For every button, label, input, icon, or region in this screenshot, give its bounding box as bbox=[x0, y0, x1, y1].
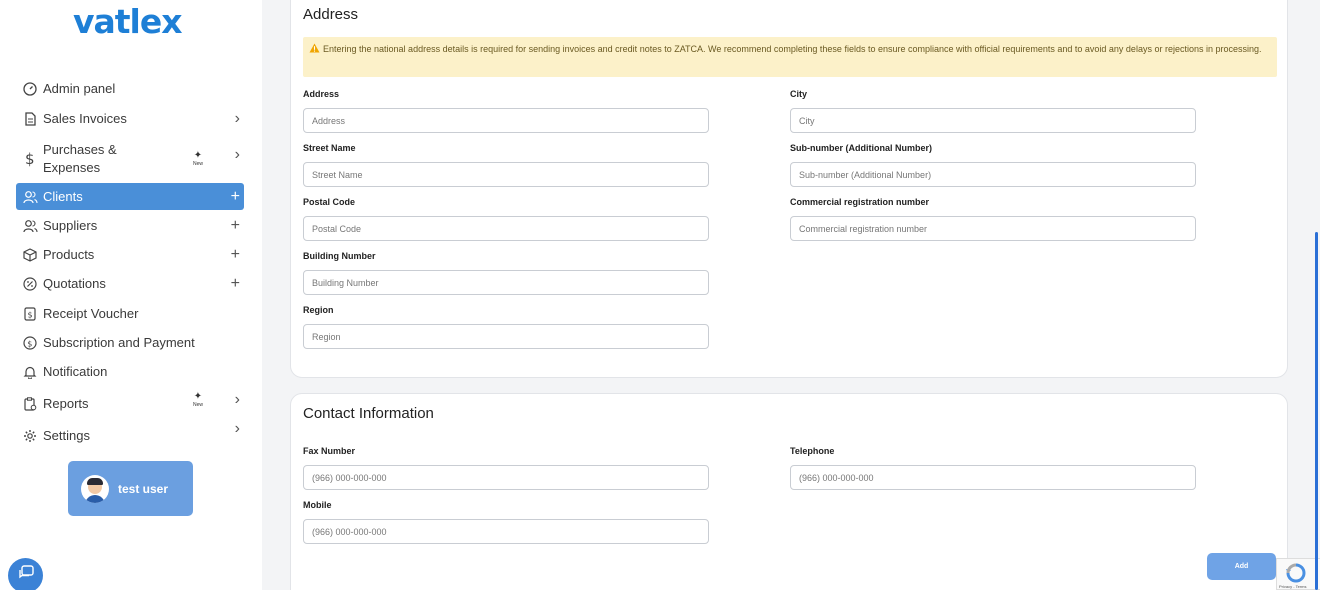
svg-text:$: $ bbox=[27, 339, 33, 348]
avatar bbox=[81, 475, 109, 503]
city-input[interactable] bbox=[790, 108, 1196, 133]
sidebar-item-purchases-expenses[interactable] bbox=[16, 141, 244, 177]
bell-icon bbox=[22, 364, 38, 380]
mobile-label: Mobile bbox=[303, 500, 332, 510]
sub-number-input[interactable] bbox=[790, 162, 1196, 187]
box-icon bbox=[22, 247, 38, 263]
commercial-registration-input[interactable] bbox=[790, 216, 1196, 241]
sidebar-item-notification[interactable] bbox=[16, 358, 244, 385]
sidebar-item-label-line2: Expenses bbox=[43, 160, 101, 175]
sidebar-item-label: Products bbox=[43, 246, 95, 262]
street-name-label: Street Name bbox=[303, 143, 356, 153]
sidebar-item-label: Receipt Voucher bbox=[43, 305, 139, 321]
brand-logo[interactable]: vatlex bbox=[73, 2, 182, 41]
chat-icon bbox=[17, 564, 35, 587]
sidebar-item-label: Subscription and Payment bbox=[43, 334, 195, 350]
sidebar-item-quotations[interactable] bbox=[16, 270, 244, 297]
region-label: Region bbox=[303, 305, 334, 315]
invoice-icon bbox=[22, 111, 38, 127]
sparkle-icon: ✦ bbox=[193, 150, 203, 161]
chevron-right-icon[interactable]: › bbox=[234, 420, 240, 437]
sidebar bbox=[0, 0, 262, 590]
new-badge: ✦ New bbox=[190, 391, 206, 408]
fax-number-label: Fax Number bbox=[303, 446, 356, 456]
sidebar-item-reports[interactable] bbox=[16, 390, 244, 417]
sidebar-item-suppliers[interactable] bbox=[16, 212, 244, 239]
warning-icon bbox=[309, 43, 320, 53]
sidebar-item-label: Quotations bbox=[43, 275, 106, 291]
sidebar-item-clients[interactable] bbox=[16, 183, 244, 210]
sidebar-item-settings[interactable] bbox=[16, 422, 244, 449]
sidebar-item-label: Clients bbox=[43, 188, 83, 204]
building-number-input[interactable] bbox=[303, 270, 709, 295]
contact-card bbox=[290, 393, 1288, 590]
sidebar-item-subscription-payment[interactable] bbox=[16, 329, 244, 356]
receipt-icon bbox=[22, 306, 38, 322]
users-icon bbox=[22, 218, 38, 234]
users-icon bbox=[22, 189, 38, 205]
chat-support-button[interactable] bbox=[8, 558, 43, 590]
mobile-input[interactable] bbox=[303, 519, 709, 544]
chevron-right-icon[interactable]: › bbox=[234, 109, 240, 127]
add-button[interactable]: Add bbox=[1207, 553, 1276, 580]
region-input[interactable] bbox=[303, 324, 709, 349]
address-card bbox=[290, 0, 1288, 378]
gear-icon bbox=[22, 428, 38, 444]
svg-text:$: $ bbox=[25, 151, 35, 167]
sidebar-item-label: Purchases & bbox=[43, 142, 117, 157]
fax-number-input[interactable] bbox=[303, 465, 709, 490]
new-badge: ✦ New bbox=[190, 150, 206, 167]
address-label: Address bbox=[303, 89, 340, 99]
page-scrollbar[interactable] bbox=[1315, 232, 1318, 590]
dashboard-icon bbox=[22, 81, 38, 97]
telephone-label: Telephone bbox=[790, 446, 835, 456]
plus-icon[interactable]: + bbox=[230, 274, 240, 292]
street-name-input[interactable] bbox=[303, 162, 709, 187]
zatca-warning-alert bbox=[303, 37, 1277, 77]
telephone-input[interactable] bbox=[790, 465, 1196, 490]
plus-icon[interactable]: + bbox=[230, 245, 240, 263]
sidebar-item-sales-invoices[interactable] bbox=[16, 105, 244, 132]
sidebar-item-label: Settings bbox=[43, 427, 90, 443]
postal-code-input[interactable] bbox=[303, 216, 709, 241]
coin-icon bbox=[22, 335, 38, 351]
user-profile-card[interactable] bbox=[68, 461, 193, 516]
chevron-right-icon[interactable]: › bbox=[234, 391, 240, 408]
address-input[interactable] bbox=[303, 108, 709, 133]
alert-text: Entering the national address details is required for sending invoices and credit notes to ZATCA. We recommend completing these fields to ensure compliance with official requirements and to avoid any delays or rejections in processing. bbox=[323, 44, 1262, 54]
dollar-icon bbox=[22, 151, 38, 167]
plus-icon[interactable]: + bbox=[230, 187, 240, 205]
address-section-title: Address bbox=[303, 6, 359, 23]
svg-text:$: $ bbox=[27, 310, 33, 319]
sidebar-item-label: Suppliers bbox=[43, 217, 98, 233]
plus-icon[interactable]: + bbox=[230, 216, 240, 234]
city-label: City bbox=[790, 89, 808, 99]
chevron-right-icon[interactable]: › bbox=[234, 146, 240, 163]
user-name: test user bbox=[118, 481, 169, 496]
sub-number-label: Sub-number (Additional Number) bbox=[790, 143, 932, 153]
sidebar-item-label: Sales Invoices bbox=[43, 110, 127, 126]
sidebar-item-admin-panel[interactable] bbox=[16, 75, 244, 102]
building-number-label: Building Number bbox=[303, 251, 376, 261]
sidebar-item-label: Admin panel bbox=[43, 80, 116, 96]
postal-code-label: Postal Code bbox=[303, 197, 356, 207]
sidebar-item-label: Reports bbox=[43, 395, 89, 411]
sidebar-item-label: Notification bbox=[43, 363, 108, 379]
recaptcha-terms-text[interactable]: Privacy - Terms bbox=[1279, 584, 1307, 589]
contact-section-title: Contact Information bbox=[303, 405, 434, 422]
sidebar-item-receipt-voucher[interactable] bbox=[16, 300, 244, 327]
report-icon bbox=[22, 396, 38, 412]
sidebar-item-products[interactable] bbox=[16, 241, 244, 268]
percent-icon bbox=[22, 276, 38, 292]
sparkle-icon: ✦ bbox=[193, 391, 203, 402]
recaptcha-badge[interactable] bbox=[1276, 558, 1320, 590]
commercial-registration-label: Commercial registration number bbox=[790, 197, 930, 207]
